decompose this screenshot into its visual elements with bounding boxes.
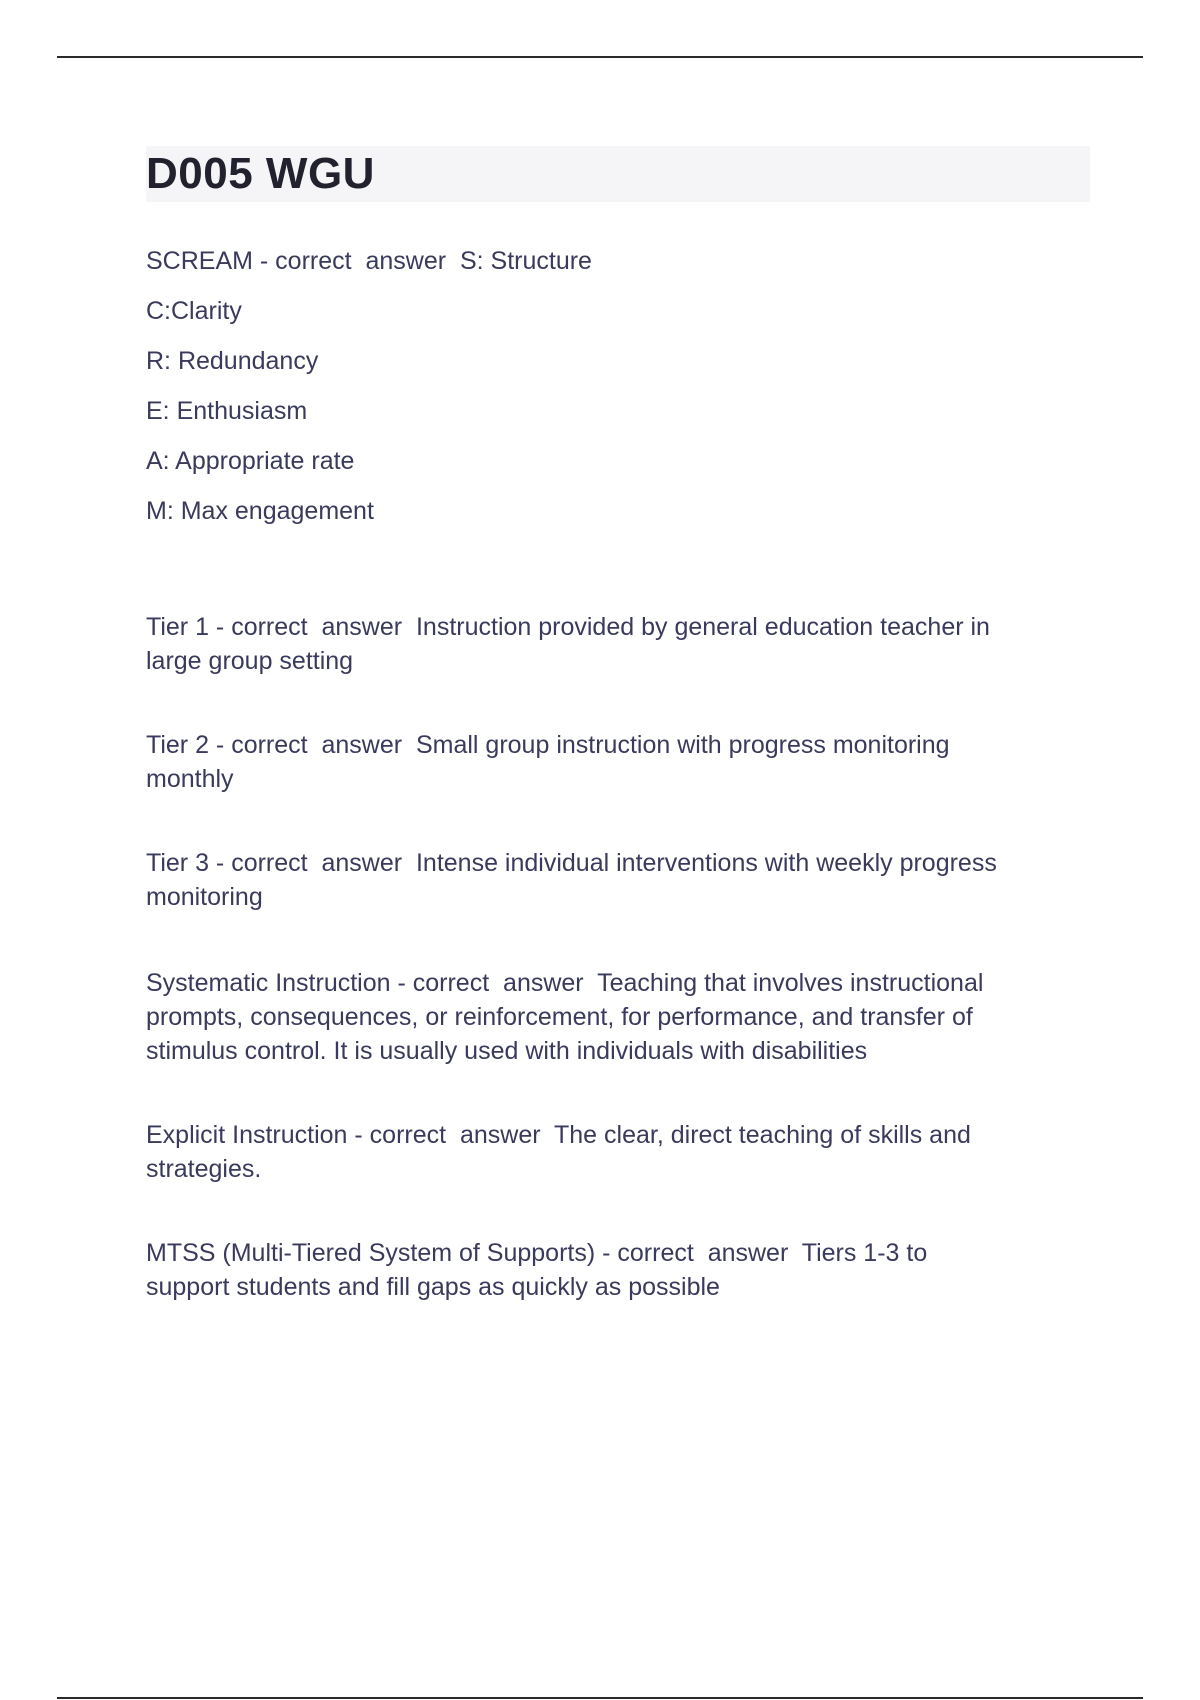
entry-line: Systematic Instruction - correct answer Teaching that involves instructional — [146, 969, 984, 997]
entry-line: Tier 3 - correct answer Intense individual interventions with weekly progress — [146, 849, 997, 877]
entry-line: monitoring — [146, 883, 263, 911]
entry-line: Tier 1 - correct answer Instruction provided by general education teacher in — [146, 613, 990, 641]
scream-item: E: Enthusiasm — [146, 397, 308, 425]
entry-line: large group setting — [146, 647, 354, 675]
tier-3-entry — [146, 846, 1090, 914]
scream-item: C:Clarity — [146, 297, 242, 325]
entry-line: MTSS (Multi-Tiered System of Supports) - correct answer Tiers 1-3 to — [146, 1239, 928, 1267]
scream-entry — [146, 244, 1090, 528]
document-body — [146, 146, 1090, 1304]
scream-item: M: Max engagement — [146, 497, 374, 525]
page-title: D005 WGU — [146, 149, 375, 198]
entry-line: stimulus control. It is usually used with individuals with disabilities — [146, 1037, 868, 1065]
tier-2-entry — [146, 728, 1090, 796]
top-rule — [57, 56, 1143, 58]
title-band — [146, 146, 1090, 202]
entry-line: strategies. — [146, 1155, 262, 1183]
entry-line: support students and fill gaps as quickly as possible — [146, 1273, 720, 1301]
mtss-entry — [146, 1236, 1090, 1304]
tier-1-entry — [146, 610, 1090, 678]
systematic-instruction-entry — [146, 966, 1090, 1068]
bottom-rule — [57, 1697, 1143, 1699]
explicit-instruction-entry — [146, 1118, 1090, 1186]
scream-item: A: Appropriate rate — [146, 447, 355, 475]
entry-line: Tier 2 - correct answer Small group instruction with progress monitoring — [146, 731, 950, 759]
scream-item: R: Redundancy — [146, 347, 319, 375]
entry-line: prompts, consequences, or reinforcement, for performance, and transfer of — [146, 1003, 973, 1031]
entry-line: monthly — [146, 765, 234, 793]
scream-first-line: SCREAM - correct answer S: Structure — [146, 247, 592, 275]
entry-line: Explicit Instruction - correct answer The clear, direct teaching of skills and — [146, 1121, 971, 1149]
